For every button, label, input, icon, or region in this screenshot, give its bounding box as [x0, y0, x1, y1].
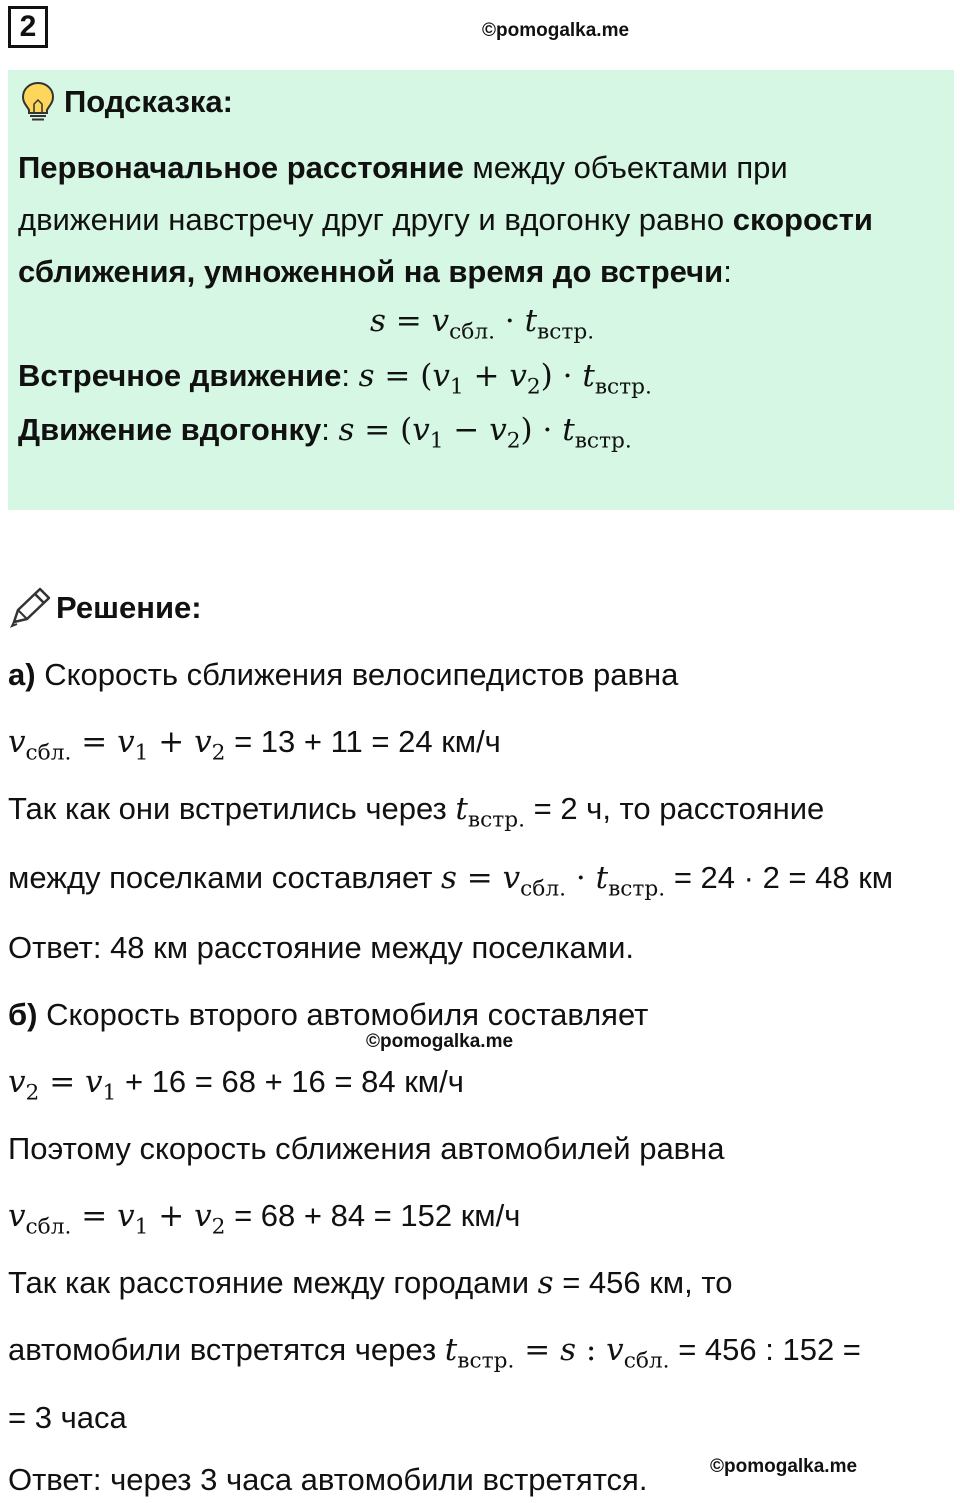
pencil-icon — [8, 586, 52, 628]
solution-b-line-5: Так как расстояние между городами s = 456 км, то — [8, 1265, 733, 1301]
solution-b-line-3: Поэтому скорость сближения автомобилей равна — [8, 1131, 725, 1166]
solution-a-line-2: $v_{сбл.} = v_1 + v_2 = 13 + 11 = 24$ км/ч — [8, 724, 501, 766]
solution-a-answer: Ответ: 48 км расстояние между поселками. — [8, 930, 634, 965]
hint-text-2: движении навстречу друг другу и вдогонку равно — [18, 202, 733, 237]
solution-b-line-2: $v_2 = v_1 + 16 = 68 + 16 = 84$ км/ч — [8, 1064, 464, 1106]
hint-line-3 — [18, 256, 732, 287]
solution-b-label: б) — [8, 997, 38, 1032]
solution-b-calc-1: + 16 = 68 + 16 = 84 км/ч — [116, 1064, 464, 1099]
solution-a-line-1 — [8, 659, 678, 690]
task-number: 2 — [8, 6, 48, 48]
hint-bold-3: сближения, умноженной на время до встречи — [18, 254, 724, 289]
solution-a-text-3a: Так как они встретились через — [8, 791, 456, 826]
hint-bold-1: Первоначальное расстояние — [18, 150, 464, 185]
lightbulb-icon — [20, 80, 56, 122]
hint-chase-formula: $s = (v_1 - v_2) \cdot t_{встр.}$ — [338, 412, 632, 454]
solution-b-line-7: = 3 часа — [8, 1400, 127, 1435]
hint-chase-line: Движение вдогонку: $s = (v_1 - v_2) \cdot t_{встр.}$ — [18, 412, 632, 454]
watermark-middle: ©pomogalka.me — [366, 1031, 514, 1052]
solution-b-text-6a: автомобили встретятся через — [8, 1332, 445, 1367]
hint-formula-main: $s = v_{сбл.} \cdot t_{встр.}$ — [370, 303, 595, 345]
hint-text-1: между объектами при — [463, 150, 788, 185]
solution-b-line-4: $v_{сбл.} = v_1 + v_2 = 68 + 84 = 152$ км/ч — [8, 1198, 521, 1240]
hint-meet-formula: $s = (v_1 + v_2) \cdot t_{встр.}$ — [358, 358, 652, 400]
solution-a-label: а) — [8, 657, 36, 692]
hint-title: Подсказка: — [64, 84, 233, 119]
solution-b-answer: Ответ: через 3 часа автомобили встретятся. — [8, 1462, 648, 1497]
solution-a-text-1: Скорость сближения велосипедистов равна — [35, 657, 679, 692]
solution-b-text-1: Скорость второго автомобиля составляет — [37, 997, 649, 1032]
solution-a-line-4: между поселками составляет $s = v_{сбл.} \cdot t_{встр.} = 24 \cdot 2 = 48$ км — [8, 860, 894, 902]
solution-b-text-6b: = 456 : 152 = — [669, 1332, 861, 1367]
hint-meet-line: Встречное движение: $s = (v_1 + v_2) \cdot t_{встр.}$ — [18, 358, 652, 400]
hint-chase-label: Движение вдогонку — [18, 412, 322, 447]
solution-b-line-6: автомобили встретятся через $t_{встр.} = s$ : $v_{сбл.} = 456$ : 152 = — [8, 1332, 861, 1374]
solution-a-text-4b: = 24 · 2 = 48 км — [665, 860, 894, 895]
hint-box — [8, 70, 954, 510]
solution-b-line-1 — [8, 999, 648, 1030]
watermark-top: ©pomogalka.me — [482, 20, 630, 41]
solution-a-text-3b: = 2 ч, то расстояние — [525, 791, 825, 826]
hint-meet-label: Встречное движение — [18, 358, 342, 393]
hint-line-2 — [18, 204, 873, 235]
hint-bold-2: скорости — [732, 202, 873, 237]
hint-line-1 — [18, 152, 788, 183]
solution-b-text-5b: = 456 км, то — [553, 1265, 733, 1300]
solution-title: Решение: — [56, 590, 202, 625]
solution-a-text-4a: между поселками составляет — [8, 860, 442, 895]
solution-a-calc-1: = 13 + 11 = 24 км/ч — [225, 724, 501, 759]
solution-b-text-5a: Так как расстояние между городами — [8, 1265, 538, 1300]
solution-b-calc-2: = 68 + 84 = 152 км/ч — [225, 1198, 521, 1233]
solution-a-line-3: Так как они встретились через $t_{встр.} = 2$ ч, то расстояние — [8, 791, 825, 833]
watermark-bottom: ©pomogalka.me — [710, 1456, 858, 1477]
hint-text-3: : — [723, 254, 732, 289]
